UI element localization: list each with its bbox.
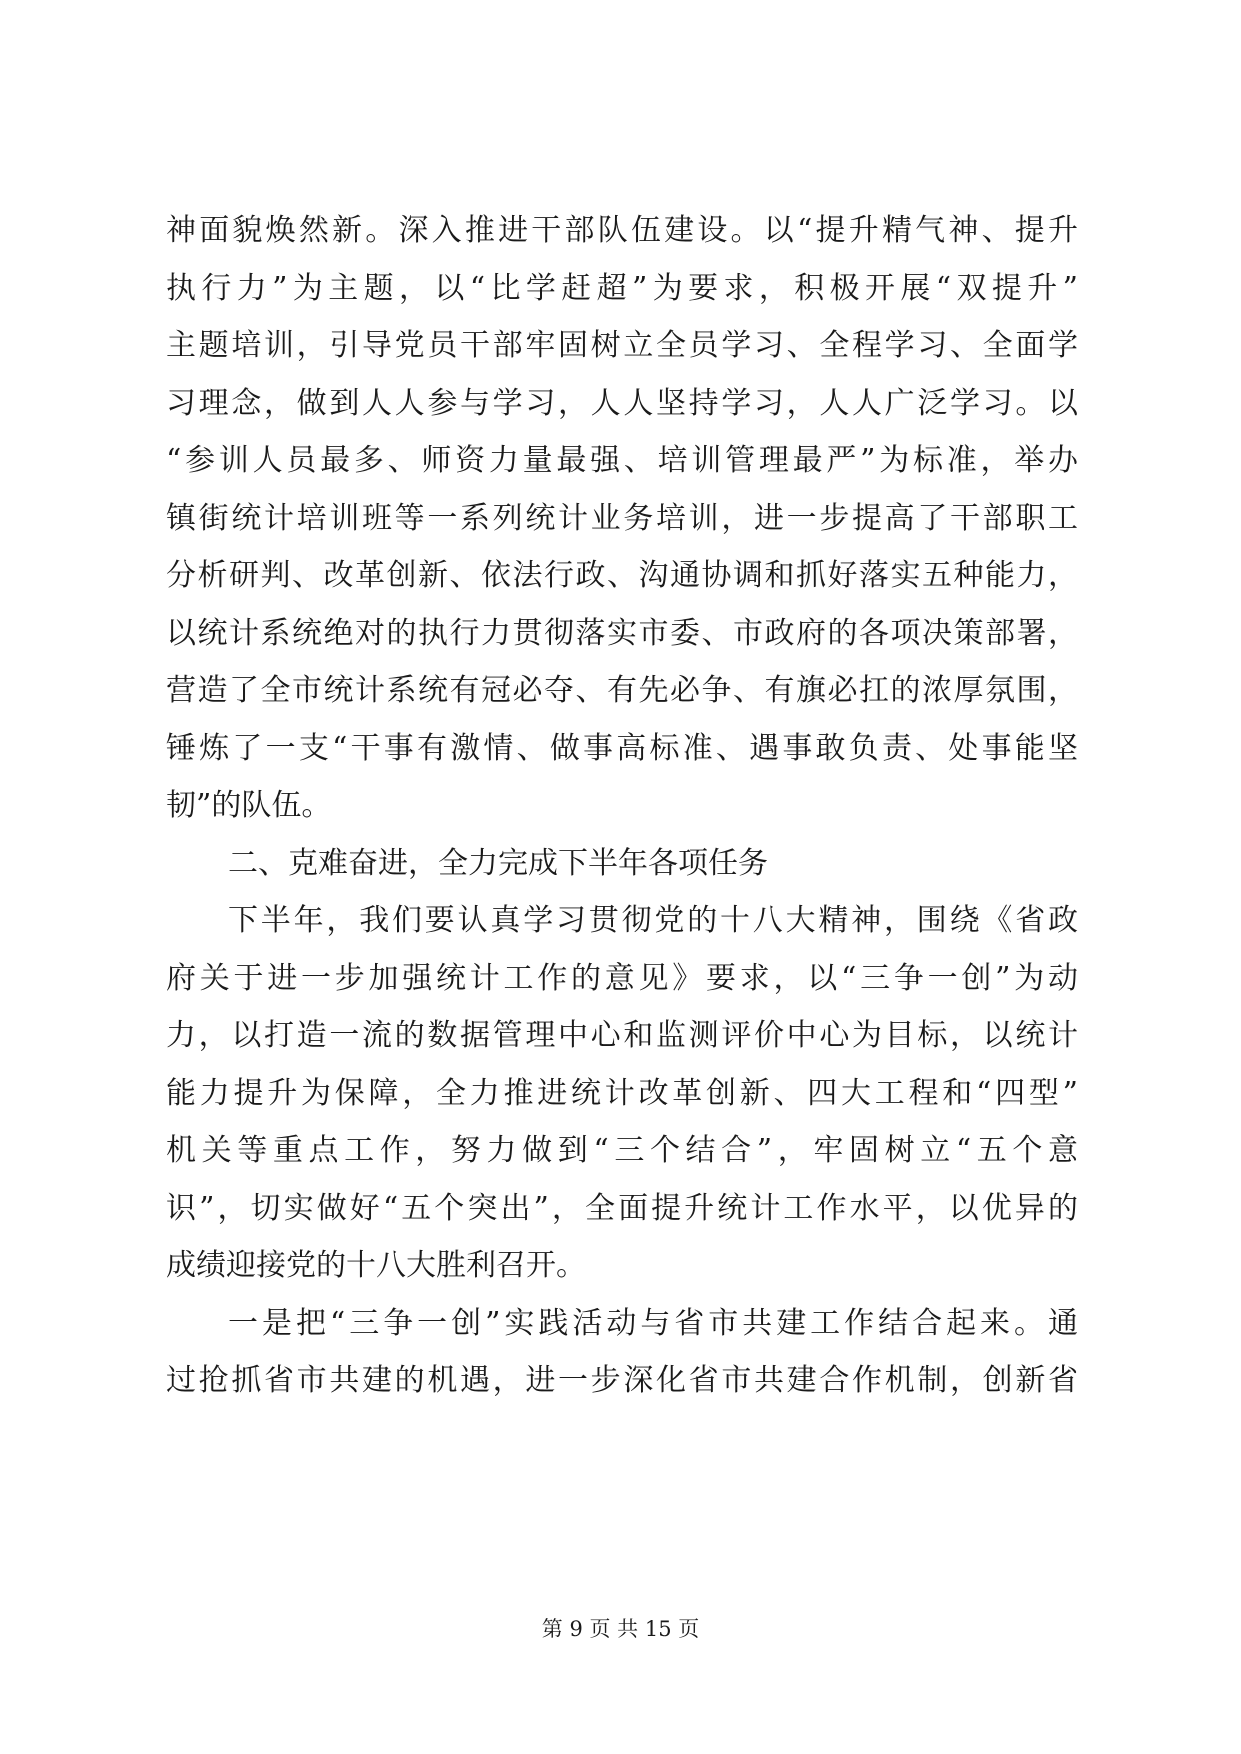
text-line: 力，以打造一流的数据管理中心和监测评价中心为目标，以统计: [166, 1018, 1078, 1053]
text-line: 机关等重点工作，努力做到“三个结合”，牢固树立“五个意: [166, 1133, 1078, 1168]
text-line: 成绩迎接党的十八大胜利召开。: [166, 1248, 586, 1283]
text-line: 一是把“三争一创”实践活动与省市共建工作结合起来。通: [228, 1305, 1078, 1341]
text-line: 执行力”为主题，以“比学赶超”为要求，积极开展“双提升”: [166, 270, 1078, 306]
text-line: 能力提升为保障，全力推进统计改革创新、四大工程和“四型”: [166, 1075, 1078, 1111]
text-line: 锤炼了一支“干事有激情、做事高标准、遇事敢负责、处事能坚: [166, 730, 1078, 766]
text-line: 识”，切实做好“五个突出”，全面提升统计工作水平，以优异的: [166, 1190, 1078, 1226]
text-line: 主题培训，引导党员干部牢固树立全员学习、全程学习、全面学: [166, 328, 1078, 363]
text-line: “参训人员最多、师资力量最强、培训管理最严”为标准，举办: [166, 443, 1078, 478]
page-footer: 第 9 页 共 15 页: [541, 1617, 700, 1641]
document-body: [166, 202, 1078, 1410]
text-line: 习理念，做到人人参与学习，人人坚持学习，人人广泛学习。以: [166, 385, 1078, 421]
text-line: 营造了全市统计系统有冠必夺、有先必争、有旗必扛的浓厚氛围，: [166, 673, 1078, 708]
text-line: 分析研判、改革创新、依法行政、沟通协调和抓好落实五种能力，: [166, 558, 1078, 593]
section-heading: 二、克难奋进，全力完成下半年各项任务: [228, 845, 768, 881]
text-line: 以统计系统绝对的执行力贯彻落实市委、市政府的各项决策部署，: [166, 615, 1078, 651]
text-line: 神面貌焕然新。深入推进干部队伍建设。以“提升精气神、提升: [166, 213, 1078, 248]
text-line: 府关于进一步加强统计工作的意见》要求，以“三争一创”为动: [166, 960, 1078, 996]
text-line: 镇街统计培训班等一系列统计业务培训，进一步提高了干部职工: [166, 500, 1078, 536]
text-line: 过抢抓省市共建的机遇，进一步深化省市共建合作机制，创新省: [166, 1363, 1078, 1398]
text-line: 韧”的队伍。: [166, 788, 332, 823]
text-line: 下半年，我们要认真学习贯彻党的十八大精神，围绕《省政: [228, 903, 1078, 938]
